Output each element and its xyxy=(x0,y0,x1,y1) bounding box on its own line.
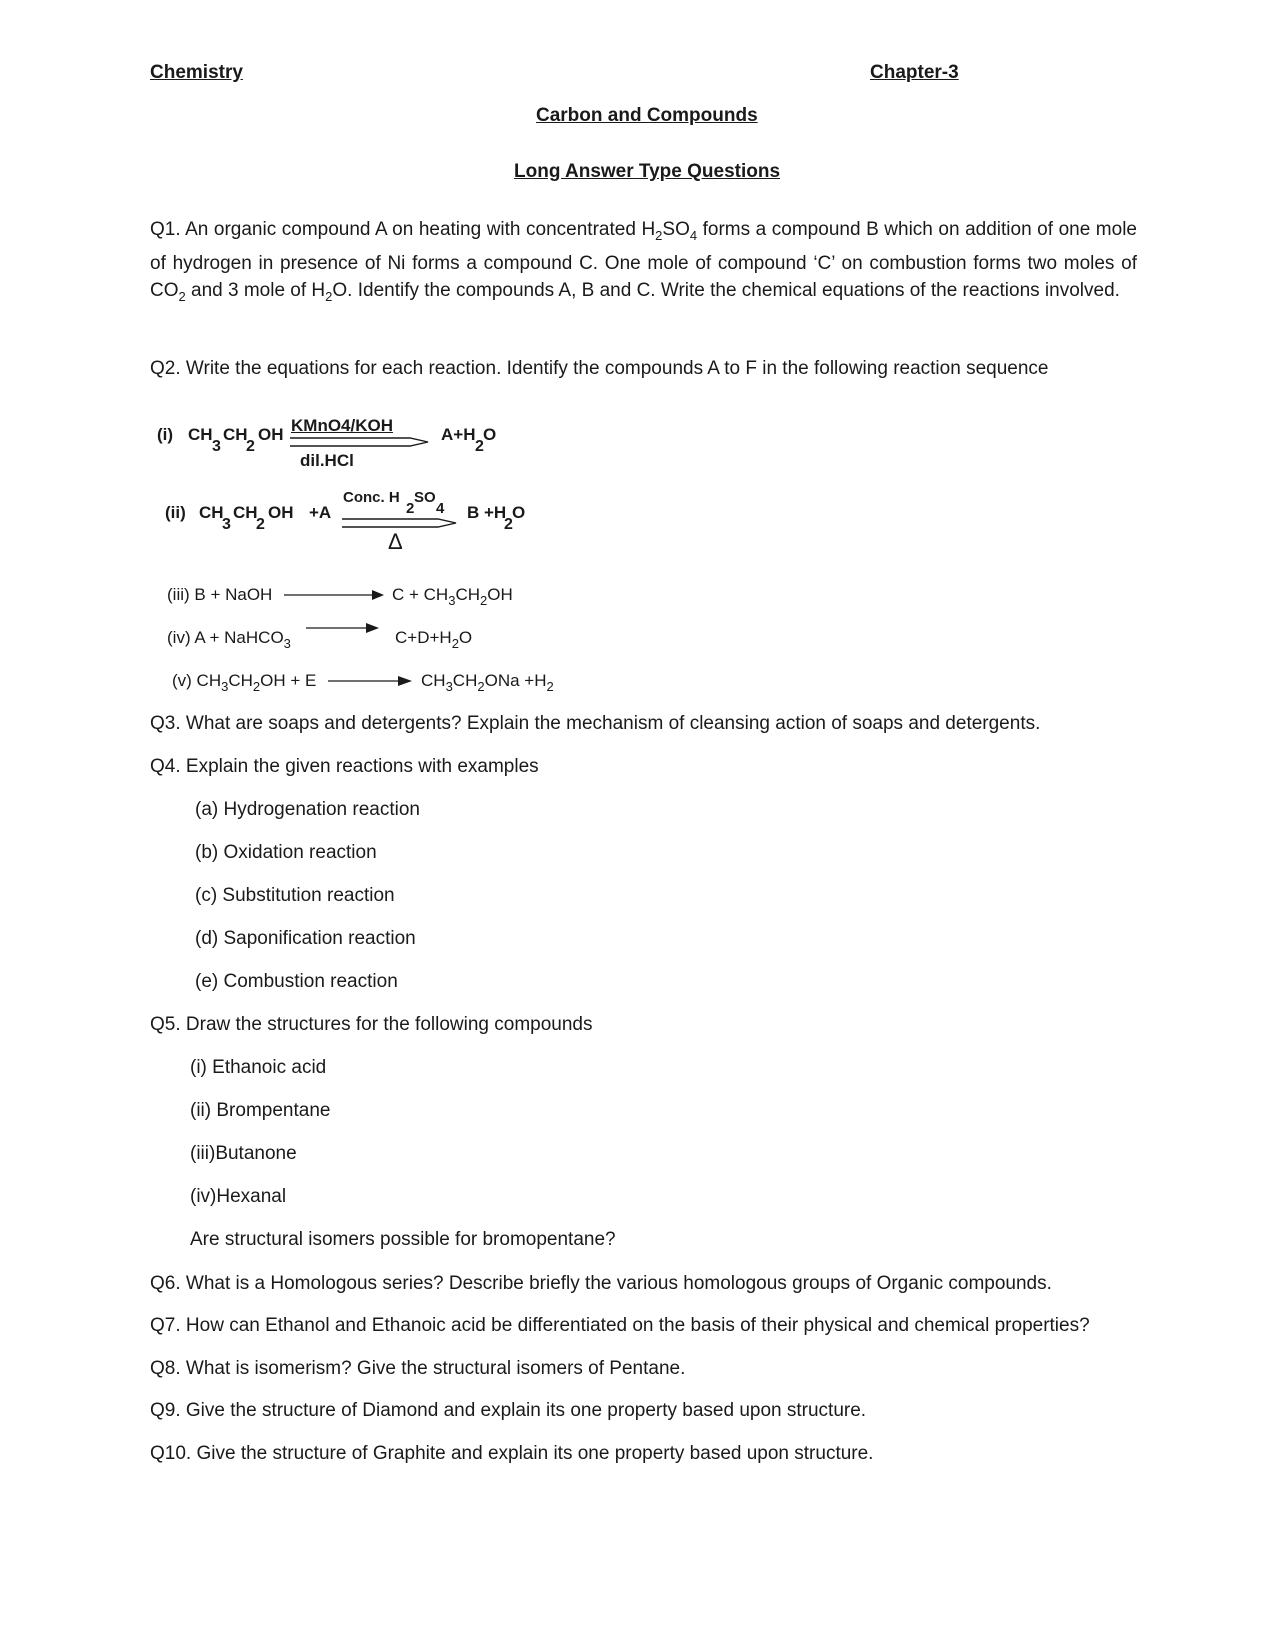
reaction-1-product-o: O xyxy=(483,425,497,444)
q5-item-i: (i) Ethanoic acid xyxy=(190,1057,327,1078)
reaction-2-arrow xyxy=(342,517,462,529)
reaction-2-product: B +H xyxy=(467,503,507,522)
reaction-1-sub2: 2 xyxy=(246,438,255,455)
reaction-1-label: (i) xyxy=(157,425,174,444)
q4-item-e: (e) Combustion reaction xyxy=(195,971,398,992)
question-3: Q3. What are soaps and detergents? Explain the mechanism of cleansing action of soaps and detergents. xyxy=(150,713,1041,734)
q5-item-ii: (ii) Brompentane xyxy=(190,1100,331,1121)
question-2: Q2. Write the equations for each reaction. Identify the compounds A to F in the following reaction sequence xyxy=(150,358,1049,379)
reaction-2-heat-symbol: Δ xyxy=(388,529,403,554)
reaction-2-label: (ii) xyxy=(165,503,186,522)
reaction-1-arrow xyxy=(290,436,430,448)
reaction-2-reagent-so: SO xyxy=(414,489,436,506)
q4-item-d: (d) Saponification reaction xyxy=(195,928,416,949)
question-6: Q6. What is a Homologous series? Describe briefly the various homologous groups of Organic compounds. xyxy=(150,1273,1052,1294)
question-7: Q7. How can Ethanol and Ethanoic acid be differentiated on the basis of their physical and chemical properties? xyxy=(150,1315,1090,1336)
q4-item-a: (a) Hydrogenation reaction xyxy=(195,799,420,820)
q5-note: Are structural isomers possible for bromopentane? xyxy=(190,1229,616,1250)
question-1: Q1. An organic compound A on heating with concentrated $H_2SO_4$ forms a compound B which on addition of one mole of hydrogen in presence of Ni forms a compound C. One mole of compound ‘C’ on combustion forms two moles of $CO_2$ and 3 mole of $H_2O$. Identify the compounds A, B and C. Write the chemical equations of the reactions involved. xyxy=(150,219,1137,304)
reaction-2-sub3: 3 xyxy=(222,516,231,533)
reaction-3-reactants: (iii) B + NaOH xyxy=(167,585,273,604)
reaction-3-products: $C + CH_3CH_2OH$ xyxy=(392,585,513,608)
reaction-4-products: $C+D+H_2O$ xyxy=(395,628,473,651)
reaction-1-sub3: 3 xyxy=(212,438,221,455)
chapter-heading: Chapter-3 xyxy=(870,62,959,83)
reaction-2-oh: OH xyxy=(268,503,294,522)
reaction-2-sub2: 2 xyxy=(256,516,265,533)
reaction-5-reactants: (v) $CH_3CH_2OH + E$ xyxy=(172,671,317,694)
subject-heading: Chemistry xyxy=(150,62,243,83)
reaction-2-reagent-sub4: 4 xyxy=(436,500,445,517)
question-4: Q4. Explain the given reactions with examples xyxy=(150,756,539,777)
question-9: Q9. Give the structure of Diamond and explain its one property based upon structure. xyxy=(150,1400,867,1421)
reaction-2-reagent-above: Conc. H xyxy=(343,489,400,506)
q5-item-iv: (iv)Hexanal xyxy=(190,1186,287,1207)
reaction-2-ch3: CH xyxy=(199,503,224,522)
question-5: Q5. Draw the structures for the following compounds xyxy=(150,1014,593,1035)
reaction-1-product-sub: 2 xyxy=(475,438,484,455)
reaction-1-ch3: CH xyxy=(188,425,213,444)
q4-item-c: (c) Substitution reaction xyxy=(195,885,395,906)
reaction-2-plus-a: +A xyxy=(309,503,332,522)
reaction-1-product: A+H xyxy=(441,425,476,444)
reaction-2-product-o: O xyxy=(512,503,526,522)
reaction-1-oh: OH xyxy=(258,425,284,444)
question-8: Q8. What is isomerism? Give the structural isomers of Pentane. xyxy=(150,1358,686,1379)
q5-item-iii: (iii)Butanone xyxy=(190,1143,297,1164)
reaction-4-arrow xyxy=(306,622,381,634)
reaction-5-arrow xyxy=(328,675,414,687)
reaction-3-arrow xyxy=(284,589,386,601)
reaction-2-reagent-sub2: 2 xyxy=(406,500,415,517)
reaction-2-product-sub: 2 xyxy=(504,516,513,533)
reaction-4-reactants: (iv) A + NaHCO$_3$ xyxy=(167,628,291,651)
question-10: Q10. Give the structure of Graphite and explain its one property based upon structure. xyxy=(150,1443,874,1464)
reaction-2-ch2: CH xyxy=(233,503,258,522)
reaction-1-ch2: CH xyxy=(223,425,248,444)
reaction-5-products: $CH_3CH_2ONa +H_2$ xyxy=(421,671,554,694)
page-title: Carbon and Compounds xyxy=(536,105,758,126)
section-heading: Long Answer Type Questions xyxy=(514,161,781,182)
q4-item-b: (b) Oxidation reaction xyxy=(195,842,377,863)
reaction-1-reagent-above: KMnO4/KOH xyxy=(291,416,393,435)
reaction-1-reagent-below: dil.HCl xyxy=(300,451,354,470)
